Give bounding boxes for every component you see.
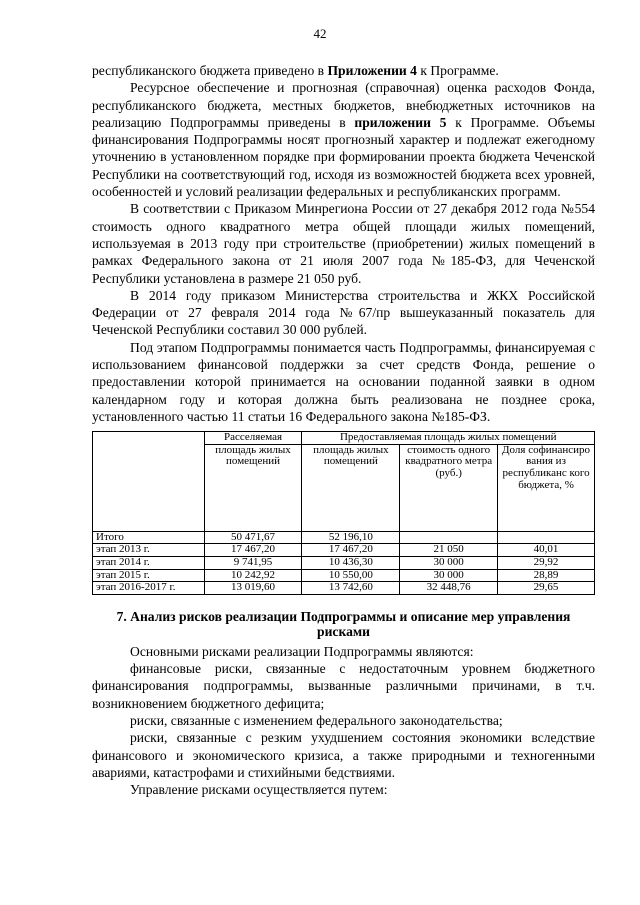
header-resettled-label: Расселяемая xyxy=(224,431,283,444)
cell-share: 28,89 xyxy=(498,569,595,582)
cell-cost xyxy=(400,531,498,544)
cell-area: 10 436,30 xyxy=(302,557,400,570)
financing-table xyxy=(92,431,595,595)
row-label: этап 2016-2017 г. xyxy=(93,582,205,595)
paragraph-3: В соответствии с Приказом Минрегиона России от 27 декабря 2012 года №554 стоимость одного квадратного метра общей площади жилых помещений, используемая в 2013 году при строительстве (приобретении) жилых помещений в рамках Федерального закона от 21 июля 2007 года №185-ФЗ, для Чеченской Республики установлена в размере 21 050 руб. xyxy=(92,201,595,286)
cell-share: 29,65 xyxy=(498,582,595,595)
section-7-paragraph-3: риски, связанные с изменением федерального законодательства; xyxy=(130,712,503,728)
paragraph-2-text-c: к Программе. Объемы финансирования Подпрограммы носят прогнозный характер и подлежат ежегодному уточнению в установленном порядке при формировании проекта бюджета Чеченской Республики на соответствующий год, исходя из возможностей бюджета всех уровней, особенностей и условий реализации федеральных и республиканских программ. xyxy=(92,114,595,200)
paragraph-2-text-a: Ресурсное обеспечение и прогнозная (справочная) оценка расходов Фонда, республиканского бюджета, местных бюджетов, внебюджетных источников на реализацию Подпрограммы приведены в xyxy=(92,80,595,130)
paragraph-2 xyxy=(92,79,595,200)
table-row xyxy=(93,544,595,557)
cell-area: 13 742,60 xyxy=(302,582,400,595)
header-cost: стоимость одного квадратного метра (руб.) xyxy=(400,444,498,531)
cell-resettled: 10 242,92 xyxy=(204,569,302,582)
cell-resettled: 9 741,95 xyxy=(204,557,302,570)
section-7-paragraph-4: риски, связанные с резким ухудшением состояния экономики вследствие финансового и экономического кризиса, а также природными и техногенными авариями, катастрофами и стихийными бедствиями. xyxy=(92,730,595,780)
paragraph-1-text-c: к Программе. xyxy=(416,63,499,78)
table-row xyxy=(93,569,595,582)
cell-cost: 21 050 xyxy=(400,544,498,557)
cell-area: 10 550,00 xyxy=(302,569,400,582)
cell-resettled: 50 471,67 xyxy=(204,531,302,544)
row-label: Итого xyxy=(93,531,205,544)
cell-area: 52 196,10 xyxy=(302,531,400,544)
cell-share xyxy=(498,531,595,544)
section-7-paragraph-1: Основными рисками реализации Подпрограммы являются: xyxy=(130,643,474,659)
section-7-paragraph-5: Управление рисками осуществляется путем: xyxy=(130,782,388,798)
cell-share: 40,01 xyxy=(498,544,595,557)
row-label: этап 2013 г. xyxy=(93,544,205,557)
table-corner-cell xyxy=(93,432,205,532)
paragraph-1-text-a: республиканского бюджета приведено в xyxy=(92,63,328,78)
appendix-4-ref: Приложении 4 xyxy=(327,63,417,78)
cell-area: 17 467,20 xyxy=(302,544,400,557)
paragraph-1 xyxy=(92,62,595,79)
table-row xyxy=(93,557,595,570)
page-number: 42 xyxy=(313,26,327,41)
cell-share: 29,92 xyxy=(498,557,595,570)
appendix-5-ref: приложении 5 xyxy=(354,114,447,130)
table-row xyxy=(93,582,595,595)
header-share: Доля софинансиро вания из республиканс кого бюджета, % xyxy=(498,444,595,531)
header-resettled xyxy=(204,432,302,445)
header-provided: Предоставляемая площадь жилых помещений xyxy=(302,432,595,445)
header-area: площадь жилых помещений xyxy=(302,444,400,531)
row-label: этап 2014 г. xyxy=(93,557,205,570)
paragraph-4: В 2014 году приказом Министерства строительства и ЖКХ Российской Федерации от 27 февраля 2014 года №67/пр вышеуказанный показатель для Чеченской Республики составил 30 000 рублей. xyxy=(92,287,595,338)
table-row xyxy=(93,531,595,544)
header-resettled-sub: площадь жилых помещений xyxy=(204,444,302,531)
row-label: этап 2015 г. xyxy=(93,569,205,582)
cell-cost: 30 000 xyxy=(400,569,498,582)
section-7-paragraph-2: финансовые риски, связанные с недостаточным уровнем бюджетного финансирования подпрограммы, вызванные различными причинами, в т.ч. возникновением бюджетного дефицита; xyxy=(92,661,595,711)
section-7-title: 7. Анализ рисков реализации Подпрограммы и описание мер управления рисками xyxy=(116,608,571,639)
cell-cost: 32 448,76 xyxy=(400,582,498,595)
cell-resettled: 13 019,60 xyxy=(204,582,302,595)
cell-resettled: 17 467,20 xyxy=(204,544,302,557)
page-content xyxy=(92,62,595,798)
paragraph-5: Под этапом Подпрограммы понимается часть Подпрограммы, финансируемая с использованием финансовой поддержки за счет средств Фонда, решение о предоставлении которой принимается на основании поданной заявки в одном календарном году и которая должна быть реализована не позднее срока, установленного частью 11 статьи 16 Федерального закона №185-ФЗ. xyxy=(92,339,595,424)
cell-cost: 30 000 xyxy=(400,557,498,570)
